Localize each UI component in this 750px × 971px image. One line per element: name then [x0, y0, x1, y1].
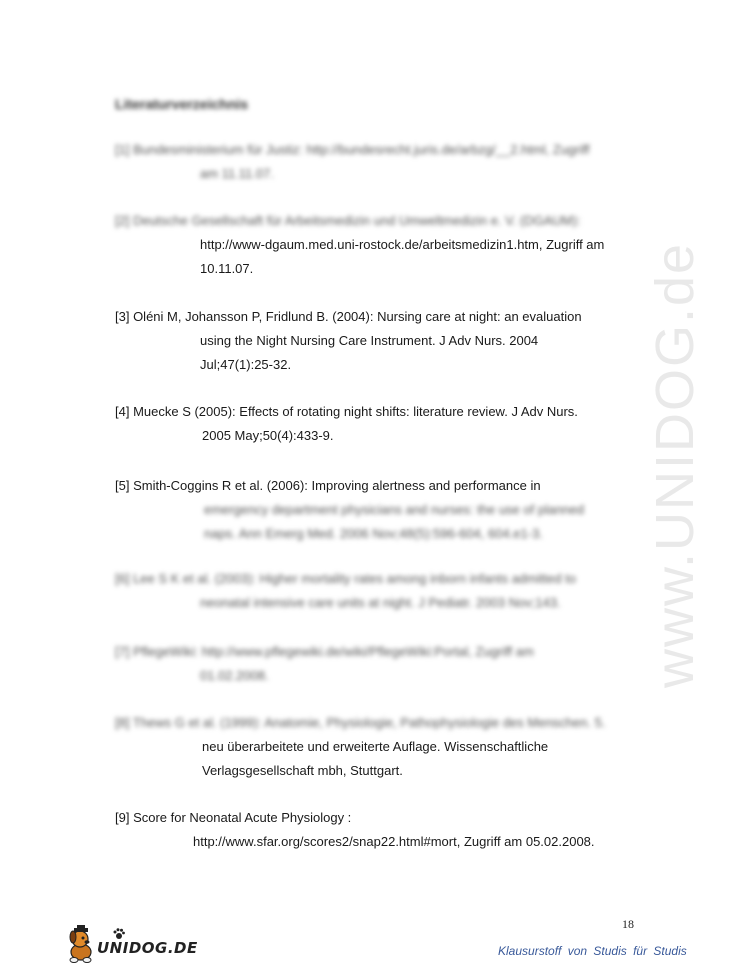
reference-2-continuation-1: http://www-dgaum.med.uni-rostock.de/arbeitsmedizin1.htm, Zugriff am [200, 237, 605, 252]
dog-mascot-icon [65, 925, 99, 965]
watermark [640, 241, 710, 689]
reference-7-first-line: [7] PflegeWiki: http://www.pflegewiki.de/wiki/PflegeWiki:Portal, Zugriff am [115, 644, 534, 659]
reference-8-continuation-1: neu überarbeitete und erweiterte Auflage. Wissenschaftliche [202, 739, 549, 754]
page-title: Literaturverzeichnis [115, 96, 249, 112]
reference-5 [115, 474, 655, 546]
logo-text: UNIDOG.DE [97, 939, 198, 957]
watermark-text: www.UNIDOG.de [645, 241, 705, 689]
reference-2-first-line: [2] Deutsche Gesellschaft für Arbeitsmedizin und Umweltmedizin e. V. (DGAUM): [115, 213, 581, 228]
reference-5-first-line: [5] Smith-Coggins R et al. (2006): Improving alertness and performance in [115, 478, 541, 493]
reference-8-first-line: [8] Thews G et al. (1999): Anatomie, Physiologie, Pathophysiologie des Menschen. 5. [115, 715, 606, 730]
reference-3-first-line: [3] Oléni M, Johansson P, Fridlund B. (2004): Nursing care at night: an evaluation [115, 309, 582, 324]
reference-4 [115, 400, 655, 448]
reference-6 [115, 567, 655, 615]
reference-6-continuation: neonatal intensive care units at night. J Pediatr. 2003 Nov;143. [200, 595, 561, 610]
reference-2-continuation-2: 10.11.07. [200, 261, 254, 276]
reference-1-first-line: [1] Bundesministerium für Justiz: http://bundesrecht.juris.de/arbzg/__2.html, Zugriff [115, 142, 590, 157]
reference-3 [115, 305, 655, 377]
reference-8 [115, 711, 655, 783]
page-number: 18 [622, 917, 634, 931]
unidog-logo [65, 925, 198, 965]
reference-3-continuation-2: Jul;47(1):25-32. [200, 357, 292, 372]
reference-3-continuation-1: using the Night Nursing Care Instrument. J Adv Nurs. 2004 [200, 333, 539, 348]
reference-7-continuation: 01.02.2008. [200, 668, 269, 683]
reference-9-continuation: http://www.sfar.org/scores2/snap22.html#mort, Zugriff am 05.02.2008. [193, 834, 595, 849]
reference-4-continuation: 2005 May;50(4):433-9. [202, 428, 334, 443]
reference-8-continuation-2: Verlagsgesellschaft mbh, Stuttgart. [202, 763, 403, 778]
reference-1-continuation: am 11.11.07. [200, 166, 274, 181]
reference-6-first-line: [6] Lee S K et al. (2003): Higher mortality rates among inborn infants admitted to [115, 571, 577, 586]
reference-5-continuation-1: emergency department physicians and nurses: the use of planned [204, 502, 585, 517]
reference-4-first-line: [4] Muecke S (2005): Effects of rotating night shifts: literature review. J Adv Nurs. [115, 404, 578, 419]
reference-2 [115, 209, 655, 281]
footer-tagline: Klausurstoff von Studis für Studis [498, 944, 687, 958]
reference-7 [115, 640, 655, 688]
reference-1 [115, 138, 655, 186]
reference-5-continuation-2: naps. Ann Emerg Med. 2006 Nov;48(5):596-604, 604.e1-3. [204, 526, 543, 541]
reference-9 [115, 806, 655, 854]
reference-9-first-line: [9] Score for Neonatal Acute Physiology : [115, 810, 352, 825]
